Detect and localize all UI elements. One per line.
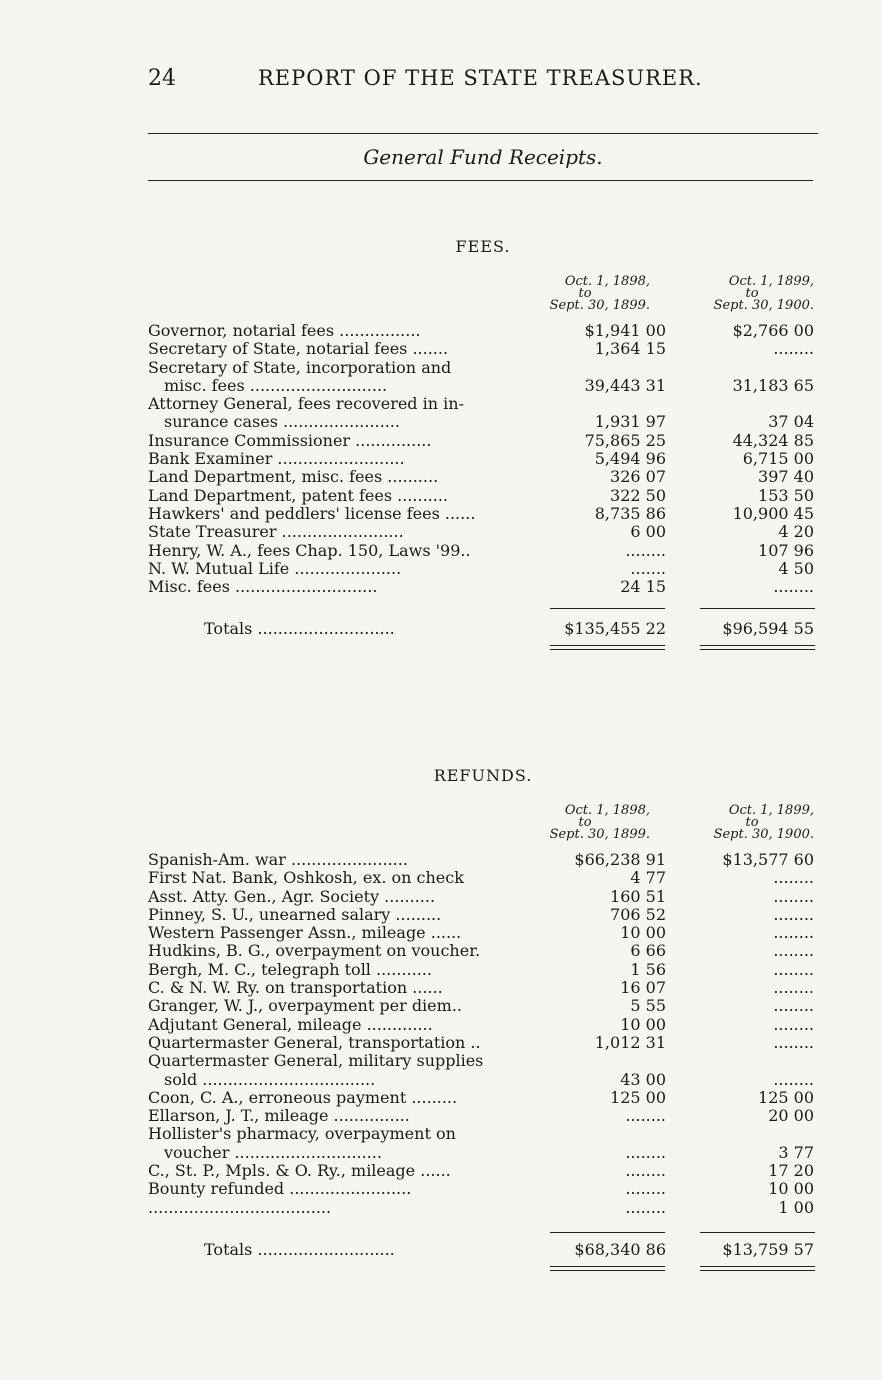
- fees-row-value-1900: 153 50: [758, 485, 814, 505]
- fees-row-value-1900: ........: [773, 339, 814, 359]
- fees-row: [148, 450, 818, 468]
- refunds-row-value-1900: ........: [773, 904, 814, 924]
- refunds-row: [148, 961, 818, 979]
- fees-col2-line1: Oct. 1, 1899,: [728, 274, 814, 289]
- refunds-totals-label: Totals ...........................: [204, 1240, 395, 1259]
- fees-row-value-1899: 326 07: [610, 467, 666, 487]
- refunds-row-label: Pinney, S. U., unearned salary .........: [148, 905, 442, 924]
- refunds-row-label: voucher .............................: [164, 1143, 382, 1162]
- fees-row-label: Misc. fees ............................: [148, 578, 378, 597]
- refunds-col2-line3: Sept. 30, 1900.: [713, 827, 814, 842]
- refunds-row-value-1899: ........: [625, 1161, 666, 1181]
- refunds-row-value-1900: ........: [773, 1032, 814, 1052]
- refunds-totals-value-1899: $68,340 86: [574, 1240, 666, 1259]
- refunds-totals-row: [148, 1240, 818, 1260]
- fees-col2-line3: Sept. 30, 1900.: [713, 298, 814, 313]
- refunds-row-value-1899: 160 51: [610, 886, 666, 906]
- fees-row: [148, 359, 818, 377]
- refunds-row: [148, 924, 818, 942]
- refunds-row-label: sold ..................................: [164, 1070, 376, 1089]
- refunds-col1-header: [520, 805, 650, 841]
- fees-heading: FEES.: [455, 237, 511, 256]
- refunds-totals-double-rule-1: [550, 1266, 665, 1271]
- refunds-row: [148, 1180, 818, 1198]
- fees-col2-line2: to: [745, 286, 759, 301]
- fees-row-value-1899: 39,443 31: [584, 375, 666, 395]
- running-title: REPORT OF THE STATE TREASURER.: [258, 66, 703, 90]
- fees-row: [148, 413, 818, 431]
- fees-row-value-1900: 37 04: [768, 412, 814, 432]
- fees-row-value-1899: 75,865 25: [584, 430, 666, 450]
- fees-row-value-1899: ........: [625, 540, 666, 560]
- fees-row-value-1900: 107 96: [758, 540, 814, 560]
- fees-row-value-1900: 397 40: [758, 467, 814, 487]
- fees-row-value-1900: 44,324 85: [732, 430, 814, 450]
- refunds-row-value-1899: ........: [625, 1142, 666, 1162]
- refunds-row-label: First Nat. Bank, Oshkosh, ex. on check: [148, 869, 464, 888]
- refunds-row-label: Bergh, M. C., telegraph toll ...........: [148, 960, 432, 979]
- fees-row: [148, 578, 818, 596]
- fees-row-value-1900: $2,766 00: [732, 321, 814, 340]
- section-subtitle: General Fund Receipts.: [363, 145, 603, 169]
- fees-col1-header: [520, 276, 650, 312]
- fees-col1-line1: Oct. 1, 1898,: [564, 274, 650, 289]
- fees-row: [148, 340, 818, 358]
- fees-row-label: Henry, W. A., fees Chap. 150, Laws '99..: [148, 541, 471, 560]
- refunds-row-value-1900: 3 77: [778, 1142, 814, 1162]
- refunds-row-value-1900: ........: [773, 1069, 814, 1089]
- fees-row-label: N. W. Mutual Life .....................: [148, 559, 402, 578]
- fees-row-label: Hawkers' and peddlers' license fees ......: [148, 504, 476, 523]
- refunds-row: [148, 1034, 818, 1052]
- refunds-row-value-1899: ........: [625, 1197, 666, 1217]
- refunds-totals-double-rule-2: [700, 1266, 815, 1271]
- refunds-row: [148, 1107, 818, 1125]
- fees-row-label: Land Department, misc. fees ..........: [148, 468, 439, 487]
- refunds-table: [148, 851, 818, 1217]
- refunds-row-value-1899: 125 00: [610, 1087, 666, 1107]
- refunds-row-value-1900: 125 00: [758, 1087, 814, 1107]
- refunds-row-value-1899: 1,012 31: [594, 1032, 666, 1052]
- refunds-row-label: Quartermaster General, transportation ..: [148, 1033, 481, 1052]
- refunds-row: [148, 1125, 818, 1143]
- fees-row-label: Attorney General, fees recovered in in-: [148, 395, 464, 414]
- refunds-row-label: Ellarson, J. T., mileage ...............: [148, 1107, 410, 1126]
- refunds-row: [148, 906, 818, 924]
- refunds-row-value-1899: ........: [625, 1179, 666, 1199]
- refunds-row-value-1899: 706 52: [610, 904, 666, 924]
- refunds-col1-line3: Sept. 30, 1899.: [549, 827, 650, 842]
- refunds-row-label: Spanish-Am. war .......................: [148, 851, 408, 869]
- refunds-row-value-1900: ........: [773, 941, 814, 961]
- refunds-col1-line2: to: [578, 815, 592, 830]
- refunds-row-label: Adjutant General, mileage .............: [148, 1015, 433, 1034]
- fees-row: [148, 377, 818, 395]
- fees-row: [148, 505, 818, 523]
- refunds-row-value-1900: ........: [773, 886, 814, 906]
- page-number: 24: [148, 66, 176, 91]
- refunds-row: [148, 869, 818, 887]
- fees-row-label: Secretary of State, incorporation and: [148, 358, 452, 377]
- refunds-row-value-1899: 1 56: [630, 959, 666, 979]
- refunds-row-label: Quartermaster General, military supplies: [148, 1052, 484, 1071]
- fees-row-label: Secretary of State, notarial fees .......: [148, 340, 449, 359]
- fees-row-label: Governor, notarial fees ................: [148, 322, 421, 340]
- fees-row: [148, 560, 818, 578]
- fees-row-label: Land Department, patent fees ..........: [148, 486, 449, 505]
- refunds-row: [148, 888, 818, 906]
- refunds-row-value-1899: 6 66: [630, 941, 666, 961]
- refunds-totals-rule-2: [700, 1232, 815, 1233]
- fees-row-value-1900: 4 50: [778, 558, 814, 578]
- fees-col1-line2: to: [578, 286, 592, 301]
- subtitle-rule: [148, 180, 813, 181]
- fees-row: [148, 523, 818, 541]
- fees-totals-double-rule-1: [550, 645, 665, 650]
- refunds-totals-rule-1: [550, 1232, 665, 1233]
- fees-totals-value-1900: $96,594 55: [722, 619, 814, 638]
- refunds-row-label: Bounty refunded ........................: [148, 1180, 412, 1199]
- refunds-row: [148, 997, 818, 1015]
- fees-row-value-1899: 322 50: [610, 485, 666, 505]
- refunds-row-value-1900: ........: [773, 923, 814, 943]
- refunds-row: [148, 1199, 818, 1217]
- refunds-col2-line2: to: [745, 815, 759, 830]
- fees-row-label: misc. fees ...........................: [164, 376, 388, 395]
- fees-row-value-1900: 4 20: [778, 522, 814, 542]
- refunds-row-value-1900: ........: [773, 868, 814, 888]
- fees-row-label: State Treasurer ........................: [148, 523, 404, 542]
- fees-row-value-1900: 31,183 65: [732, 375, 814, 395]
- fees-row-label: Bank Examiner .........................: [148, 450, 405, 469]
- fees-totals-label: Totals ...........................: [204, 619, 395, 638]
- fees-row-value-1899: 6 00: [630, 522, 666, 542]
- fees-row-value-1899: $1,941 00: [584, 321, 666, 340]
- refunds-row-value-1899: 16 07: [620, 978, 666, 998]
- refunds-row-value-1900: 10 00: [768, 1179, 814, 1199]
- refunds-col2-header: [690, 805, 814, 841]
- refunds-row: [148, 1089, 818, 1107]
- refunds-row-value-1899: 10 00: [620, 1014, 666, 1034]
- refunds-row: [148, 942, 818, 960]
- fees-totals-rule-1: [550, 608, 665, 609]
- refunds-row: [148, 851, 818, 869]
- refunds-col1-line1: Oct. 1, 1898,: [564, 803, 650, 818]
- refunds-row: [148, 1162, 818, 1180]
- fees-table: [148, 322, 818, 596]
- refunds-row-value-1899: 4 77: [630, 868, 666, 888]
- fees-row-value-1899: 5,494 96: [594, 449, 666, 469]
- fees-row-label: Insurance Commissioner ...............: [148, 431, 432, 450]
- refunds-row-label: Asst. Atty. Gen., Agr. Society ..........: [148, 887, 436, 906]
- refunds-totals-value-1900: $13,759 57: [722, 1240, 814, 1259]
- refunds-row-value-1899: 43 00: [620, 1069, 666, 1089]
- fees-row-value-1899: 1,364 15: [594, 339, 666, 359]
- fees-row-value-1900: ........: [773, 577, 814, 597]
- refunds-row-value-1899: ........: [625, 1106, 666, 1126]
- fees-row-value-1899: .......: [630, 558, 666, 578]
- fees-row: [148, 432, 818, 450]
- fees-row-value-1899: 8,735 86: [594, 503, 666, 523]
- refunds-row: [148, 1071, 818, 1089]
- refunds-row-value-1900: 17 20: [768, 1161, 814, 1181]
- refunds-row-value-1900: 1 00: [778, 1197, 814, 1217]
- refunds-row-label: C. & N. W. Ry. on transportation ......: [148, 979, 443, 998]
- refunds-row-value-1900: 20 00: [768, 1106, 814, 1126]
- refunds-row-value-1899: $66,238 91: [574, 850, 666, 869]
- refunds-row-label: Coon, C. A., erroneous payment .........: [148, 1088, 458, 1107]
- refunds-col2-line1: Oct. 1, 1899,: [728, 803, 814, 818]
- refunds-row-value-1900: ........: [773, 1014, 814, 1034]
- fees-row-value-1899: 1,931 97: [594, 412, 666, 432]
- refunds-row-value-1899: 5 55: [630, 996, 666, 1016]
- refunds-row-label: Western Passenger Assn., mileage ......: [148, 924, 462, 943]
- fees-row-value-1900: 10,900 45: [732, 503, 814, 523]
- refunds-row-label: Granger, W. J., overpayment per diem..: [148, 997, 462, 1016]
- refunds-row-value-1900: ........: [773, 959, 814, 979]
- top-rule: [148, 133, 818, 134]
- fees-totals-double-rule-2: [700, 645, 815, 650]
- fees-row-value-1899: 24 15: [620, 577, 666, 597]
- fees-row-label: surance cases .......................: [164, 413, 400, 432]
- refunds-row-value-1899: 10 00: [620, 923, 666, 943]
- fees-row: [148, 487, 818, 505]
- fees-row-value-1900: 6,715 00: [742, 449, 814, 469]
- refunds-row: [148, 979, 818, 997]
- fees-col2-header: [690, 276, 814, 312]
- refunds-row-value-1900: ........: [773, 978, 814, 998]
- fees-totals-value-1899: $135,455 22: [564, 619, 666, 638]
- page-header: [148, 60, 818, 100]
- fees-row: [148, 395, 818, 413]
- refunds-heading: REFUNDS.: [433, 766, 533, 785]
- refunds-row-value-1900: $13,577 60: [722, 850, 814, 869]
- refunds-row: [148, 1144, 818, 1162]
- refunds-row-label: C., St. P., Mpls. & O. Ry., mileage ......: [148, 1162, 451, 1181]
- fees-col1-line3: Sept. 30, 1899.: [549, 298, 650, 313]
- fees-totals-rule-2: [700, 608, 815, 609]
- fees-row: [148, 322, 818, 340]
- refunds-row-label: Hudkins, B. G., overpayment on voucher.: [148, 942, 481, 961]
- fees-totals-row: [148, 619, 818, 639]
- refunds-row: [148, 1052, 818, 1070]
- fees-row: [148, 542, 818, 560]
- refunds-row-label: ....................................: [148, 1198, 332, 1217]
- refunds-row-label: Hollister's pharmacy, overpayment on: [148, 1125, 456, 1144]
- fees-row: [148, 468, 818, 486]
- refunds-row-value-1900: ........: [773, 996, 814, 1016]
- refunds-row: [148, 1016, 818, 1034]
